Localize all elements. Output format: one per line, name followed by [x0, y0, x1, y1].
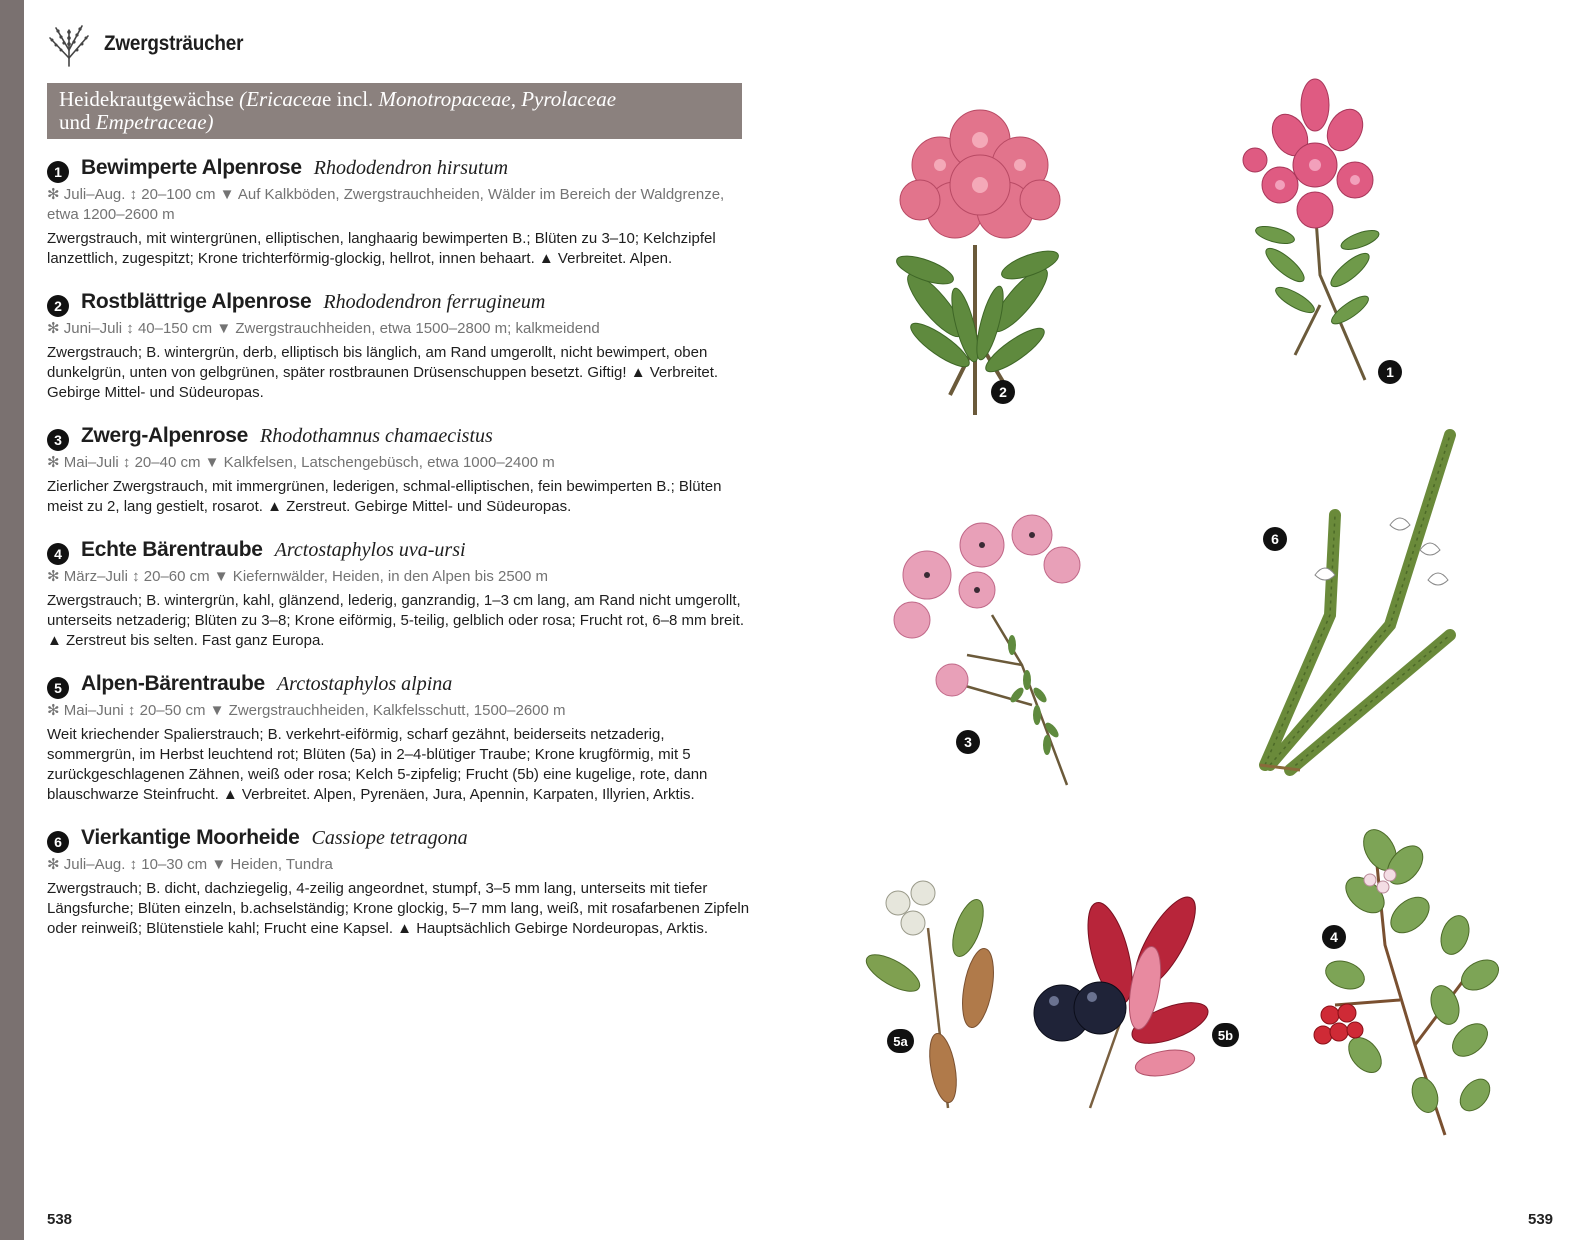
species-entry [47, 538, 757, 651]
heather-sprig-icon [44, 20, 94, 68]
plate-label-5b: 5b [1212, 1023, 1239, 1047]
species-meta: ✻ Mai–Juni ↕ 20–50 cm ▼ Zwergstrauchheiden, Kalkfelsschutt, 1500–2600 m [47, 702, 566, 719]
family-latin-2: Monotropaceae, Pyrolaceae [378, 87, 617, 111]
species-name: Alpen-Bärentraube [81, 672, 265, 695]
species-entry [47, 672, 757, 805]
species-latin: Arctostaphylos alpina [276, 673, 453, 695]
page-number-left: 538 [47, 1211, 73, 1228]
species-description: Zwergstrauch; B. wintergrün, derb, elliptisch bis länglich, am Rand umgerollt, nicht bewimpert, oben dunkelgrün, unten von gelbgrünen, später rostbraunen Drüsenschuppen besetzt. Giftig! ▲ Verbreitet. Gebirge Mittel- und Südeuropas. [47, 344, 719, 401]
species-latin: Arctostaphylos uva-ursi [274, 539, 466, 561]
species-name: Zwerg-Alpenrose [81, 424, 249, 447]
species-meta: ✻ Juli–Aug. ↕ 10–30 cm ▼ Heiden, Tundra [47, 856, 333, 873]
species-number: 3 [47, 429, 69, 451]
species-name: Rostblättrige Alpenrose [81, 290, 312, 313]
species-number: 5 [47, 677, 69, 699]
page-edge-strip [0, 0, 24, 1240]
plate-label-6: 6 [1263, 527, 1287, 551]
species-description: Zwergstrauch; B. wintergrün, kahl, glänzend, lederig, ganzrandig, 1–3 cm lang, am Rand nicht umgerollt, unterseits netzaderig; Blüten zu 3–8; Krone eiförmig, 5-teilig, gelblich oder rosa; Frucht rot, 6–8 mm breit. ▲ Zerstreut bis selten. Fast ganz Europa. [47, 592, 745, 649]
species-entry [47, 156, 757, 269]
species-latin: Cassiope tetragona [311, 827, 468, 849]
species-number: 1 [47, 161, 69, 183]
plate-label-5a: 5a [887, 1029, 914, 1053]
plate-label-1: 1 [1378, 360, 1402, 384]
illustration-cassiope-tetragona [1250, 425, 1480, 780]
species-latin: Rhododendron ferrugineum [323, 291, 546, 313]
plate-label-2: 2 [991, 380, 1015, 404]
page-number-right: 539 [1528, 1211, 1554, 1228]
species-number: 4 [47, 543, 69, 565]
species-heading [47, 156, 757, 184]
family-latin-3: Empetraceae) [95, 110, 214, 134]
illustration-rhododendron-hirsutum [1235, 75, 1415, 385]
species-latin: Rhodothamnus chamaecistus [260, 425, 493, 447]
species-entry [47, 826, 757, 939]
species-description: Weit kriechender Spalierstrauch; B. verkehrt-eiförmig, scharf gezähnt, beiderseits netzaderig, sommergrün, im Herbst leuchtend rot; Blüten (5a) in 2–4-blütiger Traube; Krone krugförmig, mit 5 zurückgeschlagenen Zähnen, weiß oder rosa; Kelch 5-zipfelig; Frucht (5b) eine kugelige, rote, dann blauschwarze Steinfrucht. ▲ Verbreitet. Alpen, Pyrenäen, Jura, Apennin, Karpaten, Illyrien, Arktis. [47, 726, 708, 803]
family-name: Heidekrautgewächse [59, 87, 234, 111]
species-meta: ✻ Juli–Aug. ↕ 20–100 cm ▼ Auf Kalkböden, Zwergstrauchheiden, Wälder im Bereich der Waldgrenze, etwa 1200–2600 m [47, 186, 725, 223]
family-latin-1-suffix: e incl. [321, 87, 374, 111]
species-description: Zwergstrauch, mit wintergrünen, elliptischen, langhaarig bewimperten B.; Blüten zu 3–10; Kelchzipfel lanzettlich, zugespitzt; Krone trichterförmig-glockig, hellrot, innen behaart. ▲ Verbreitet. Alpen. [47, 230, 716, 267]
species-description: Zierlicher Zwergstrauch, mit immergrünen, lederigen, schmal-elliptischen, fein bewimperten B.; Blüten meist zu 2, lang gestielt, rosarot. ▲ Zerstreut. Gebirge Mittel- und Südeuropas. [47, 478, 722, 515]
species-meta: ✻ Mai–Juli ↕ 20–40 cm ▼ Kalkfelsen, Latschengebüsch, etwa 1000–2400 m [47, 454, 555, 471]
species-heading [47, 672, 757, 700]
species-heading [47, 424, 757, 452]
plate-label-3: 3 [956, 730, 980, 754]
plate-label-4: 4 [1322, 925, 1346, 949]
species-latin: Rhododendron hirsutum [313, 157, 509, 179]
illustration-arctostaphylos-alpina-5a [858, 868, 1028, 1113]
species-meta: ✻ März–Juli ↕ 20–60 cm ▼ Kiefernwälder, Heiden, in den Alpen bis 2500 m [47, 568, 549, 585]
species-description: Zwergstrauch; B. dicht, dachziegelig, 4-zeilig angeordnet, stumpf, 3–5 mm lang, unterseits mit tiefer Längsfurche; Blüten einzeln, b.achselständig; Krone glockig, 5–7 mm lang, weiß, mit rosafarbenen Zipfeln oder reinweiß; Blütenstiele kahl; Frucht eine Kapsel. ▲ Hauptsächlich Gebirge Nordeuropas, Arktis. [47, 880, 750, 937]
species-number: 6 [47, 831, 69, 853]
species-name: Vierkantige Moorheide [81, 826, 300, 849]
species-heading [47, 538, 757, 566]
illustration-rhododendron-ferrugineum [880, 95, 1080, 420]
illustration-arctostaphylos-uva-ursi [1305, 825, 1505, 1140]
section-header [44, 16, 259, 72]
species-name: Bewimperte Alpenrose [81, 156, 302, 179]
family-latin-1: Ericacea [246, 87, 322, 111]
species-meta: ✻ Juni–Juli ↕ 40–150 cm ▼ Zwergstrauchheiden, etwa 1500–2800 m; kalkmeidend [47, 320, 600, 337]
species-number: 2 [47, 295, 69, 317]
illustration-arctostaphylos-alpina-5b [1030, 893, 1220, 1113]
family-heading [47, 83, 742, 139]
species-name: Echte Bärentraube [81, 538, 263, 561]
family-connector: und [59, 110, 91, 134]
family-paren: ( [239, 87, 247, 111]
species-entry [47, 424, 757, 517]
species-heading [47, 290, 757, 318]
illustration-rhodothamnus-chamaecistus [872, 505, 1097, 790]
section-title: Zwergsträucher [104, 32, 244, 55]
species-heading [47, 826, 757, 854]
species-entry [47, 290, 757, 403]
